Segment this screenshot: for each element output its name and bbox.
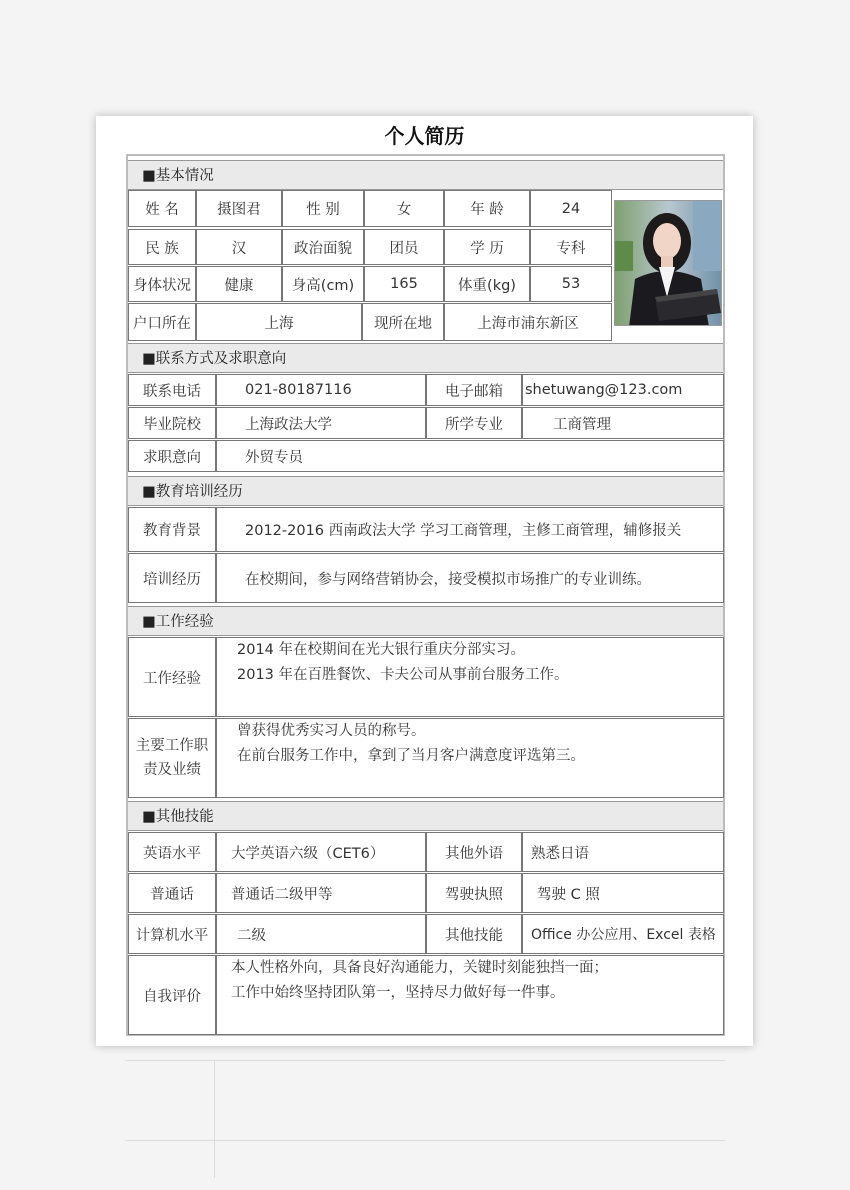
ethnic-label: 民 族 bbox=[128, 229, 196, 265]
height-value: 165 bbox=[364, 266, 444, 302]
work-exp-line-1: 2014 年在校期间在光大银行重庆分部实习。 bbox=[237, 642, 526, 658]
section-education: ■教育培训经历 bbox=[128, 476, 723, 506]
page-title: 个人简历 bbox=[384, 124, 465, 148]
duty-line-1: 曾获得优秀实习人员的称号。 bbox=[237, 723, 426, 739]
computer-label: 计算机水平 bbox=[128, 914, 216, 954]
background-value: 2012-2016 西南政法大学 学习工商管理，主修工商管理，辅修报关 bbox=[216, 507, 724, 552]
self-eval-value bbox=[216, 955, 724, 1035]
hukou-label: 户口所在 bbox=[128, 303, 196, 341]
height-label: 身高(cm) bbox=[282, 266, 364, 302]
self-eval-line-1: 本人性格外向，具备良好沟通能力，关键时刻能独挡一面； bbox=[231, 960, 608, 976]
english-label: 英语水平 bbox=[128, 832, 216, 872]
degree-label: 学 历 bbox=[444, 229, 530, 265]
english-value: 大学英语六级（CET6） bbox=[216, 832, 426, 872]
self-eval-line-2: 工作中始终坚持团队第一，坚持尽力做好每一件事。 bbox=[231, 985, 565, 1001]
work-exp-line-2: 2013 年在百胜餐饮、卡夫公司从事前台服务工作。 bbox=[237, 667, 569, 683]
gender-value: 女 bbox=[364, 190, 444, 227]
political-value: 团员 bbox=[364, 229, 444, 265]
phone-label: 联系电话 bbox=[128, 374, 216, 406]
duty-label-line-2: 责及业绩 bbox=[143, 762, 201, 778]
other-skill-value: Office 办公应用、Excel 表格 bbox=[522, 914, 724, 954]
training-value: 在校期间，参与网络营销协会，接受模拟市场推广的专业训练。 bbox=[216, 553, 724, 603]
reflection-line bbox=[126, 1060, 725, 1061]
section-basic: ■基本情况 bbox=[128, 160, 723, 190]
computer-value: 二级 bbox=[216, 914, 426, 954]
residence-label: 现所在地 bbox=[362, 303, 444, 341]
reflection-divider bbox=[214, 1060, 215, 1178]
phone-value: 021-80187116 bbox=[216, 374, 426, 406]
section-work: ■工作经验 bbox=[128, 606, 723, 636]
reflection-line bbox=[126, 1140, 725, 1141]
duty-label bbox=[128, 718, 216, 798]
political-label: 政治面貌 bbox=[282, 229, 364, 265]
foreign-value: 熟悉日语 bbox=[522, 832, 724, 872]
major-label: 所学专业 bbox=[426, 407, 522, 439]
intent-value: 外贸专员 bbox=[216, 440, 724, 472]
major-value: 工商管理 bbox=[522, 407, 724, 439]
residence-value: 上海市浦东新区 bbox=[444, 303, 612, 341]
background-label: 教育背景 bbox=[128, 507, 216, 552]
health-value: 健康 bbox=[196, 266, 282, 302]
license-value: 驾驶 C 照 bbox=[522, 873, 724, 913]
mandarin-label: 普通话 bbox=[128, 873, 216, 913]
degree-value: 专科 bbox=[530, 229, 612, 265]
portrait-photo bbox=[614, 200, 722, 326]
mandarin-value: 普通话二级甲等 bbox=[216, 873, 426, 913]
weight-label: 体重(kg) bbox=[444, 266, 530, 302]
hukou-value: 上海 bbox=[196, 303, 362, 341]
duty-label-line-1: 主要工作职 bbox=[135, 738, 209, 754]
foreign-label: 其他外语 bbox=[426, 832, 522, 872]
self-eval-label: 自我评价 bbox=[128, 955, 216, 1035]
duty-value bbox=[216, 718, 724, 798]
gender-label: 性 别 bbox=[282, 190, 364, 227]
work-exp-value bbox=[216, 637, 724, 717]
other-skill-label: 其他技能 bbox=[426, 914, 522, 954]
email-label: 电子邮箱 bbox=[426, 374, 522, 406]
page-reflection bbox=[126, 1058, 725, 1178]
work-exp-label: 工作经验 bbox=[128, 637, 216, 717]
section-skills: ■其他技能 bbox=[128, 801, 723, 831]
license-label: 驾驶执照 bbox=[426, 873, 522, 913]
portrait-image bbox=[615, 201, 722, 326]
age-label: 年 龄 bbox=[444, 190, 530, 227]
section-contact: ■联系方式及求职意向 bbox=[128, 343, 723, 373]
school-value: 上海政法大学 bbox=[216, 407, 426, 439]
name-value: 摄图君 bbox=[196, 190, 282, 227]
weight-value: 53 bbox=[530, 266, 612, 302]
ethnic-value: 汉 bbox=[196, 229, 282, 265]
training-label: 培训经历 bbox=[128, 553, 216, 603]
school-label: 毕业院校 bbox=[128, 407, 216, 439]
email-value: shetuwang@123.com bbox=[522, 374, 724, 406]
health-label: 身体状况 bbox=[128, 266, 196, 302]
intent-label: 求职意向 bbox=[128, 440, 216, 472]
age-value: 24 bbox=[530, 190, 612, 227]
name-label: 姓 名 bbox=[128, 190, 196, 227]
duty-line-2: 在前台服务工作中，拿到了当月客户满意度评选第三。 bbox=[237, 748, 585, 764]
